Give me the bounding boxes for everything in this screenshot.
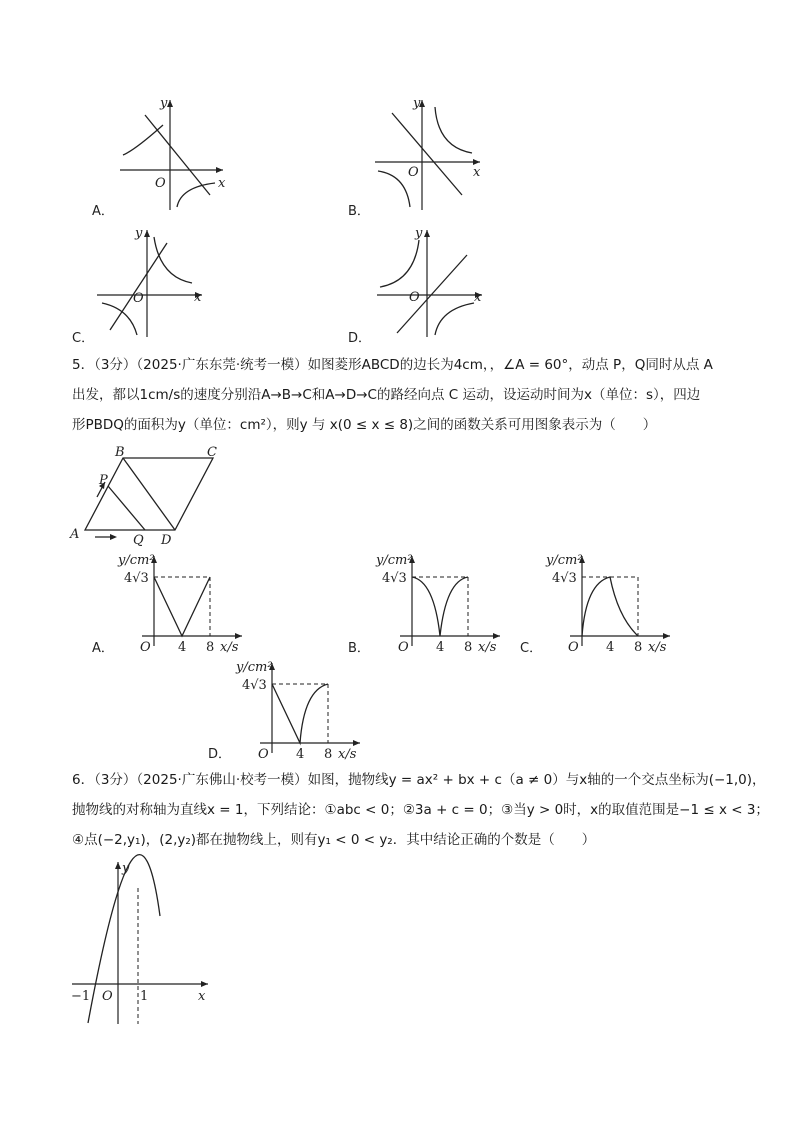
origin-label: O xyxy=(568,640,579,655)
q5-option-c-label[interactable]: C． xyxy=(520,641,543,656)
origin-label: O xyxy=(140,640,151,655)
x-axis-label: x/s xyxy=(338,747,357,762)
q4-option-b-graph xyxy=(370,95,490,215)
x-axis-arrow xyxy=(493,633,500,639)
tick-4-label: 4 xyxy=(296,747,305,762)
vertex-b-label: B xyxy=(115,445,125,460)
q4-option-a-label[interactable]: A． xyxy=(92,204,114,219)
tick-8-label: 8 xyxy=(464,640,473,655)
segment-pq xyxy=(108,486,145,530)
origin-label: O xyxy=(408,165,419,180)
q5-line-3: 形PBDQ的面积为y（单位：cm²），则y 与 x(0 ≤ x ≤ 8)之间的函数关系可用图象表示为（ ） xyxy=(72,417,657,433)
q5-option-b-graph xyxy=(370,548,510,655)
y-label: y xyxy=(415,226,423,241)
tick-4-label: 4 xyxy=(178,640,187,655)
x-axis-label: x/s xyxy=(648,640,667,655)
guide-lines xyxy=(154,577,210,636)
q5-rhombus-figure xyxy=(65,442,235,552)
x-label: x xyxy=(198,989,206,1004)
origin-label: O xyxy=(133,291,144,306)
q5-option-b-label[interactable]: B． xyxy=(348,641,370,656)
hyperbola-branch xyxy=(102,303,137,335)
tick-4-label: 4 xyxy=(606,640,615,655)
one-label: 1 xyxy=(140,989,149,1004)
origin-label: O xyxy=(409,290,420,305)
q6-line-1: 6．（3分）（2025·广东佛山·校考一模）如图，抛物线y = ax² + bx + c（a ≠ 0）与x轴的一个交点坐标为(−1,0)， xyxy=(72,772,766,788)
y-label: y xyxy=(135,226,143,241)
q5-line-1: 5．（3分）（2025·广东东莞·统考一模）如图菱形ABCD的边长为4cm，，∠A = 60°，动点 P，Q同时从点 A xyxy=(72,357,713,373)
function-curve xyxy=(272,684,328,743)
question-6 xyxy=(72,765,769,855)
line-graph xyxy=(397,255,467,333)
y-axis-label: y/cm² xyxy=(546,553,583,568)
q5-option-a-label[interactable]: A． xyxy=(92,641,114,656)
q6-parabola-figure xyxy=(68,858,218,1028)
line-graph xyxy=(392,113,462,195)
y-axis-label: y/cm² xyxy=(376,553,413,568)
q5-option-d-label[interactable]: D． xyxy=(208,747,232,762)
q5-option-a-graph xyxy=(112,548,252,655)
guide-lines xyxy=(412,577,468,636)
ymax-label: 4√3 xyxy=(382,571,407,586)
q4-option-d-graph xyxy=(372,225,492,340)
q6-line-3: ④点(−2,y₁)，(2,y₂)都在抛物线上，则有y₁ < 0 < y₂．其中结论正确的个数是（ ） xyxy=(72,832,596,848)
origin-label: O xyxy=(102,989,113,1004)
q6-line-2: 抛物线的对称轴为直线x = 1，下列结论：①abc < 0；②3a + c = 0；③当y > 0时，x的取值范围是−1 ≤ x < 3； xyxy=(72,802,769,818)
ymax-label: 4√3 xyxy=(124,571,149,586)
origin-label: O xyxy=(155,176,166,191)
hyperbola-branch xyxy=(380,240,419,287)
y-label: y xyxy=(160,96,168,111)
guide-lines xyxy=(272,684,328,743)
point-q-label: Q xyxy=(133,533,144,548)
q5-option-c-graph xyxy=(540,548,680,655)
point-p-label: P xyxy=(99,473,108,488)
tick-8-label: 8 xyxy=(206,640,215,655)
ymax-label: 4√3 xyxy=(552,571,577,586)
hyperbola-branch xyxy=(154,237,192,283)
vertex-a-label: A xyxy=(70,527,80,542)
hyperbola-branch xyxy=(435,303,474,335)
x-axis-arrow xyxy=(353,740,360,746)
q4-option-c-label[interactable]: C． xyxy=(72,331,95,346)
ymax-label: 4√3 xyxy=(242,678,267,693)
q4-option-b-label[interactable]: B． xyxy=(348,204,370,219)
x-axis-label: x/s xyxy=(220,640,239,655)
x-label: x xyxy=(474,290,482,305)
parabola-curve xyxy=(88,855,160,1023)
q4-option-a-graph xyxy=(115,95,235,215)
x-axis-arrow xyxy=(663,633,670,639)
diagonal-bd xyxy=(123,458,175,530)
line-graph xyxy=(110,243,167,330)
origin-label: O xyxy=(398,640,409,655)
q4-option-d-label[interactable]: D． xyxy=(348,331,372,346)
x-label: x xyxy=(218,176,226,191)
x-label: x xyxy=(194,290,202,305)
vertex-c-label: C xyxy=(207,445,217,460)
vertex-d-label: D xyxy=(161,533,172,548)
y-label: y xyxy=(122,861,130,876)
x-axis-label: x/s xyxy=(478,640,497,655)
y-axis-label: y/cm² xyxy=(118,553,155,568)
origin-label: O xyxy=(258,747,269,762)
tick-8-label: 8 xyxy=(324,747,333,762)
q4-option-c-graph xyxy=(92,225,212,340)
hyperbola-branch xyxy=(435,107,472,153)
question-5 xyxy=(72,350,732,440)
tick-8-label: 8 xyxy=(634,640,643,655)
x-label: x xyxy=(473,165,481,180)
q5-option-d-graph xyxy=(230,655,370,762)
tick-4-label: 4 xyxy=(436,640,445,655)
function-curve xyxy=(582,577,638,636)
y-label: y xyxy=(413,96,421,111)
q5-line-2: 出发，都以1cm/s的速度分别沿A→B→C和A→D→C的路经向点 C 运动，设运动时间为x（单位：s），四边 xyxy=(72,387,701,403)
hyperbola-branch xyxy=(378,171,410,207)
neg-one-label: −1 xyxy=(71,989,91,1004)
function-curve xyxy=(154,577,210,636)
x-axis-arrow xyxy=(235,633,242,639)
function-curve xyxy=(412,577,468,636)
y-axis-label: y/cm² xyxy=(236,660,273,675)
